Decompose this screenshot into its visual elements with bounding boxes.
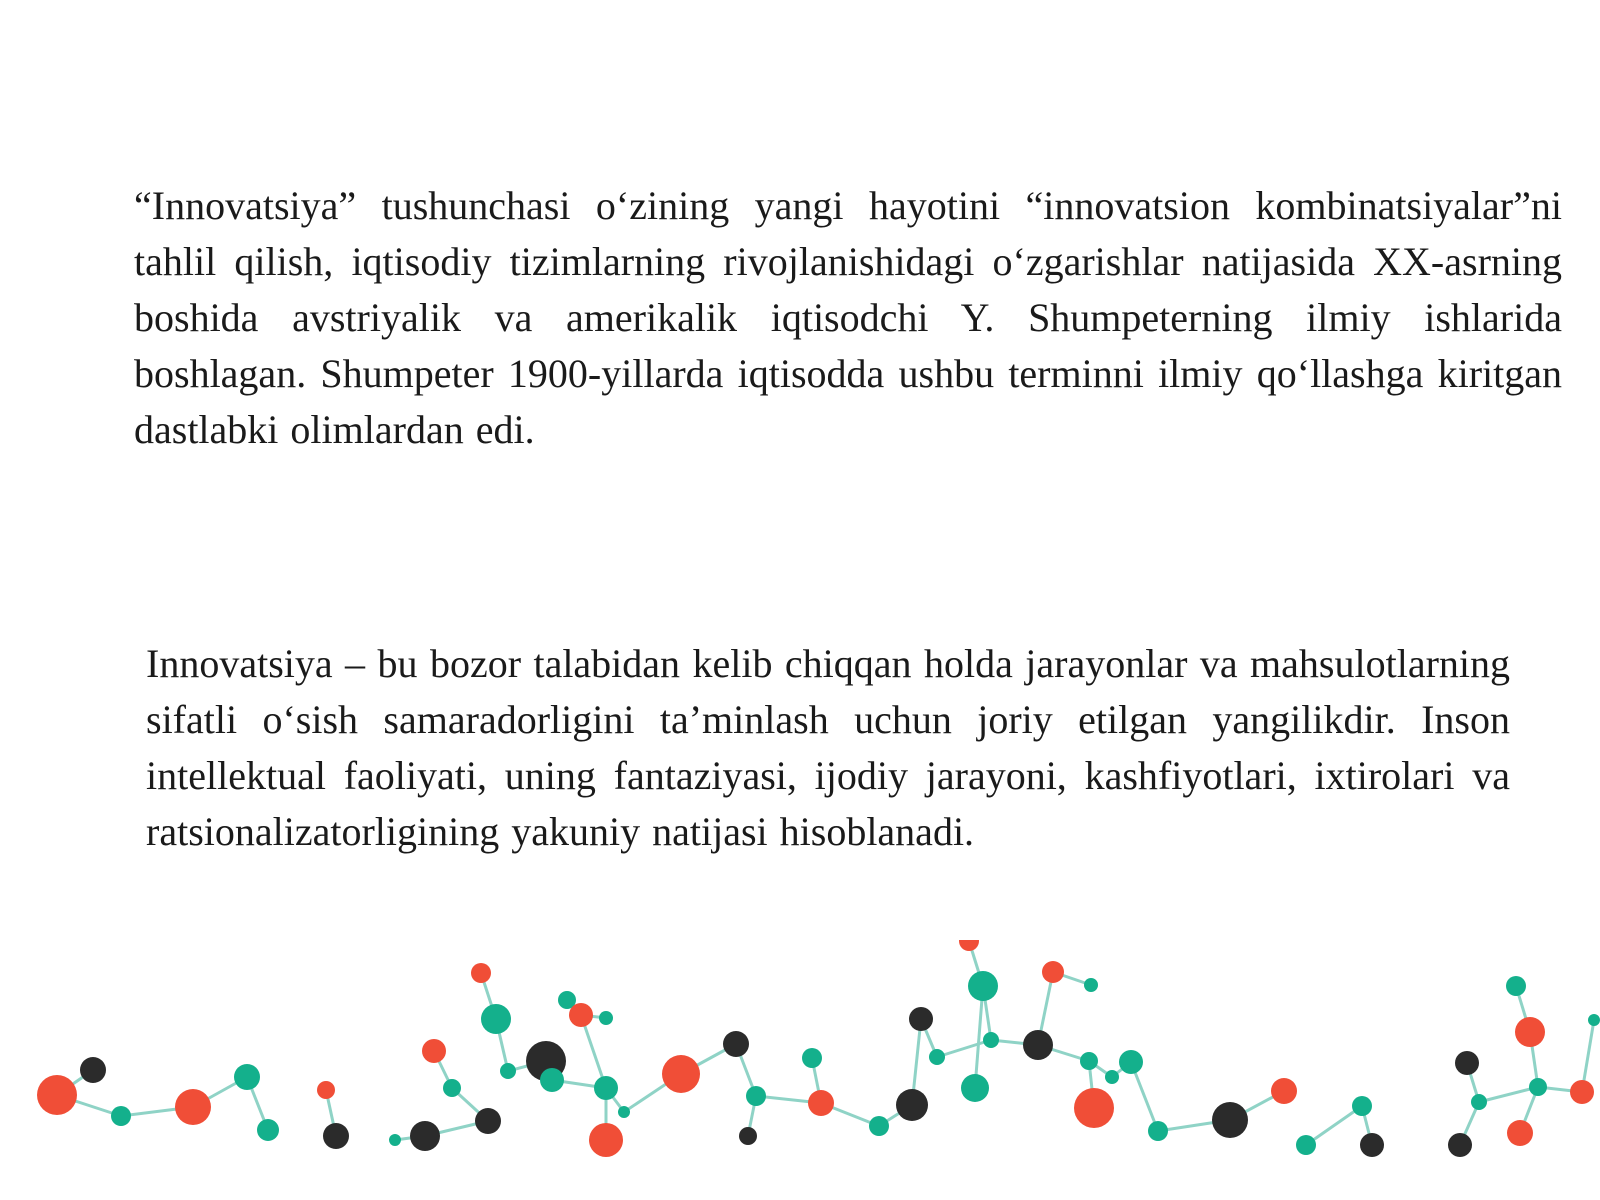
molecule-atom <box>1588 1014 1600 1026</box>
molecule-atom <box>723 1031 749 1057</box>
molecule-atom <box>746 1086 766 1106</box>
molecule-atom <box>599 1011 613 1025</box>
molecule-atom <box>257 1119 279 1141</box>
molecule-atom <box>323 1123 349 1149</box>
molecule-atom <box>410 1121 440 1151</box>
molecule-atom <box>234 1064 260 1090</box>
molecule-atom <box>1105 1070 1119 1084</box>
molecule-atom <box>1506 976 1526 996</box>
molecule-atom <box>1529 1078 1547 1096</box>
molecule-atom <box>959 940 979 951</box>
molecule-atom <box>569 1003 593 1027</box>
molecule-atom <box>1507 1120 1533 1146</box>
molecule-atom <box>111 1106 131 1126</box>
molecule-atom <box>1448 1133 1472 1157</box>
molecule-atom <box>1023 1030 1053 1060</box>
molecule-atom <box>1471 1094 1487 1110</box>
molecule-atom <box>1296 1135 1316 1155</box>
molecule-atom <box>1148 1121 1168 1141</box>
molecule-atom <box>802 1048 822 1068</box>
molecule-atom <box>540 1068 564 1092</box>
molecule-atom <box>983 1032 999 1048</box>
molecule-atom <box>37 1075 77 1115</box>
molecule-atom <box>481 1004 511 1034</box>
molecule-atom <box>422 1039 446 1063</box>
molecule-bond <box>975 986 983 1088</box>
paragraph-innovation-definition: Innovatsiya – bu bozor talabidan kelib chiqqan holda jarayonlar va mahsulotlarning sifatli o‘sish samaradorligini ta’minlash uchun joriy etilgan yangilikdir. Inson intellektual faoliyati, uning fantaziyasi, ijodiy jarayoni, kashfiyotlari, ixtirolari va ratsionalizatorligining yakuniy natijasi hisoblanadi. <box>146 641 1510 854</box>
molecule-atom <box>1515 1017 1545 1047</box>
molecule-atom <box>896 1089 928 1121</box>
molecule-atom <box>739 1127 757 1145</box>
molecule-atom <box>175 1089 211 1125</box>
molecule-atom <box>443 1079 461 1097</box>
molecule-atom <box>1352 1096 1372 1116</box>
molecule-atom <box>1570 1080 1594 1104</box>
molecule-atom <box>589 1123 623 1157</box>
molecule-atom <box>662 1055 700 1093</box>
molecule-atom <box>929 1049 945 1065</box>
molecule-atom <box>1271 1078 1297 1104</box>
molecule-atom <box>475 1108 501 1134</box>
molecule-atom <box>909 1007 933 1031</box>
molecule-atom <box>1080 1052 1098 1070</box>
molecule-bond <box>937 1040 991 1057</box>
molecule-atom <box>618 1106 630 1118</box>
molecule-atom <box>1455 1051 1479 1075</box>
paragraph-innovation-origin: “Innovatsiya” tushunchasi o‘zining yangi hayotini “innovatsion kombinatsiyalar”ni tahlil qilish, iqtisodiy tizimlarning rivojlanishidagi o‘zgarishlar natijasida XX-asrning boshida avstriyalik va amerikalik iqtisodchi Y. Shumpeterning ilmiy ishlarida boshlagan. Shumpeter 1900-yillarda iqtisodda ushbu terminni ilmiy qo‘llashga kiritgan dastlabki olimlardan edi. <box>134 183 1562 452</box>
molecule-atom <box>1360 1133 1384 1157</box>
molecule-atom <box>80 1057 106 1083</box>
molecule-atom <box>808 1090 834 1116</box>
molecule-atom <box>968 971 998 1001</box>
molecule-bond <box>1306 1106 1362 1145</box>
molecule-atom <box>500 1063 516 1079</box>
molecule-atom <box>961 1074 989 1102</box>
molecule-network-decoration <box>0 940 1600 1200</box>
molecule-atom <box>1074 1088 1114 1128</box>
molecule-atom <box>1212 1102 1248 1138</box>
molecule-atom <box>1119 1050 1143 1074</box>
molecule-atom <box>594 1076 618 1100</box>
molecule-atom <box>1042 961 1064 983</box>
molecule-atom <box>317 1081 335 1099</box>
molecule-atom <box>1084 978 1098 992</box>
molecule-atom <box>471 963 491 983</box>
molecule-atom <box>389 1134 401 1146</box>
molecule-bond <box>1479 1087 1538 1102</box>
molecule-atom <box>869 1116 889 1136</box>
